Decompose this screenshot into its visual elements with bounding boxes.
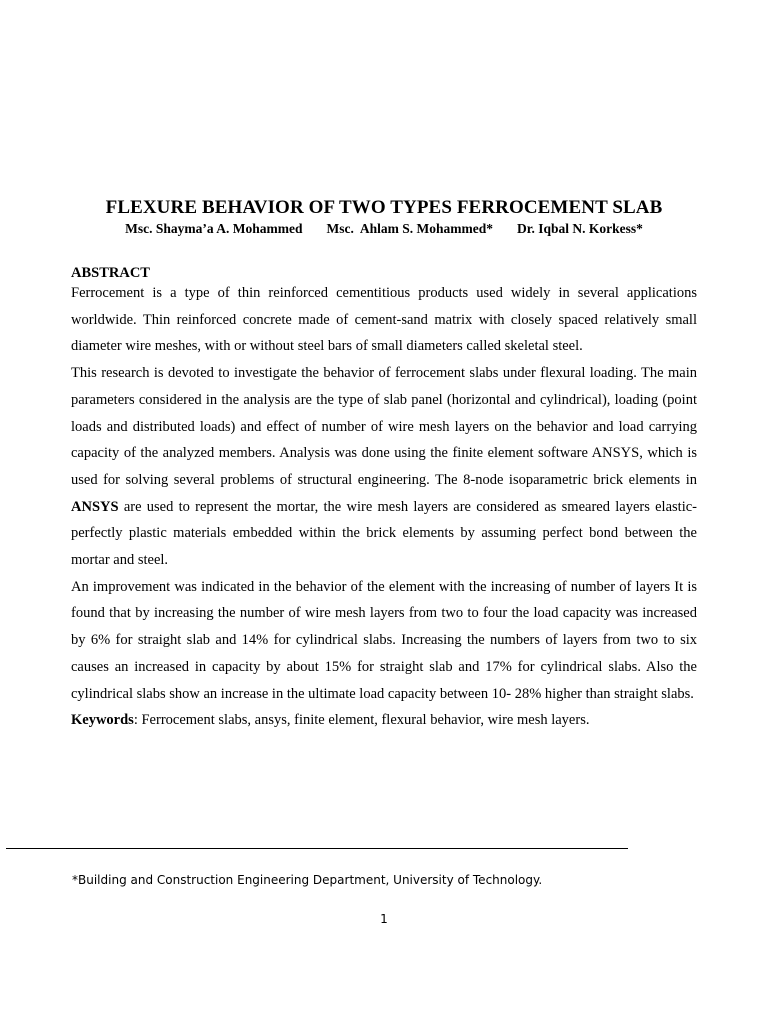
page-number: 1 [380, 912, 388, 926]
keywords-text: : Ferrocement slabs, ansys, finite element, flexural behavior, wire mesh layers. [133, 712, 590, 729]
keywords-line [71, 707, 697, 734]
keywords-label: Keywords [71, 712, 134, 729]
abstract-paragraph: An improvement was indicated in the behavior of the element with the increasing of number of layers It is found that by increasing the number of wire mesh layers from two to four the load capacity was increased by 6% for straight slab and 14% for cylindrical slabs. Increasing the numbers of layers from two to six causes an increased in capacity by about 15% for straight slab and 17% for cylindrical slabs. Also the cylindrical slabs show an increase in the ultimate load capacity between 10- 28% higher than straight slabs. [71, 578, 697, 702]
author-name: Msc. Shayma’a A. Mohammed [125, 221, 303, 236]
abstract-heading: ABSTRACT [71, 265, 150, 281]
abstract-body [71, 280, 697, 734]
abstract-emphasis: ANSYS [71, 498, 119, 515]
abstract-text: This research is devoted to investigate the behavior of ferrocement slabs under flexural loading. The main parameters considered in the analysis are the type of slab panel (horizontal and cylindrical), loading (point loads and distributed loads) and effect of number of wire mesh layers on the behavior and load carrying capacity of the analyzed members. Analysis was done using the finite element software ANSYS, which is used for solving several problems of structural engineering. The 8-node isoparametric brick elements in [71, 365, 697, 488]
author-name: Dr. Iqbal N. Korkess* [516, 221, 643, 236]
abstract-text: are used to represent the mortar, the wire mesh layers are considered as smeared layers elastic-perfectly plastic materials embedded within the brick elements by assuming perfect bond between the mortar and steel. [71, 498, 697, 569]
footnote: *Building and Construction Engineering Department, University of Technology. [72, 873, 543, 887]
author-list [0, 221, 768, 237]
abstract-paragraph: Ferrocement is a type of thin reinforced cementitious products used widely in several applications worldwide. Thin reinforced concrete made of cement-sand matrix with closely spaced relatively small diameter wire meshes, with or without steel bars of small diameters called skeletal steel. [71, 285, 697, 355]
footnote-divider [6, 848, 628, 849]
paper-title: FLEXURE BEHAVIOR OF TWO TYPES FERROCEMENT SLAB [105, 197, 663, 218]
abstract-paragraph [71, 360, 697, 574]
author-name: Msc. Ahlam S. Mohammed* [326, 221, 493, 236]
